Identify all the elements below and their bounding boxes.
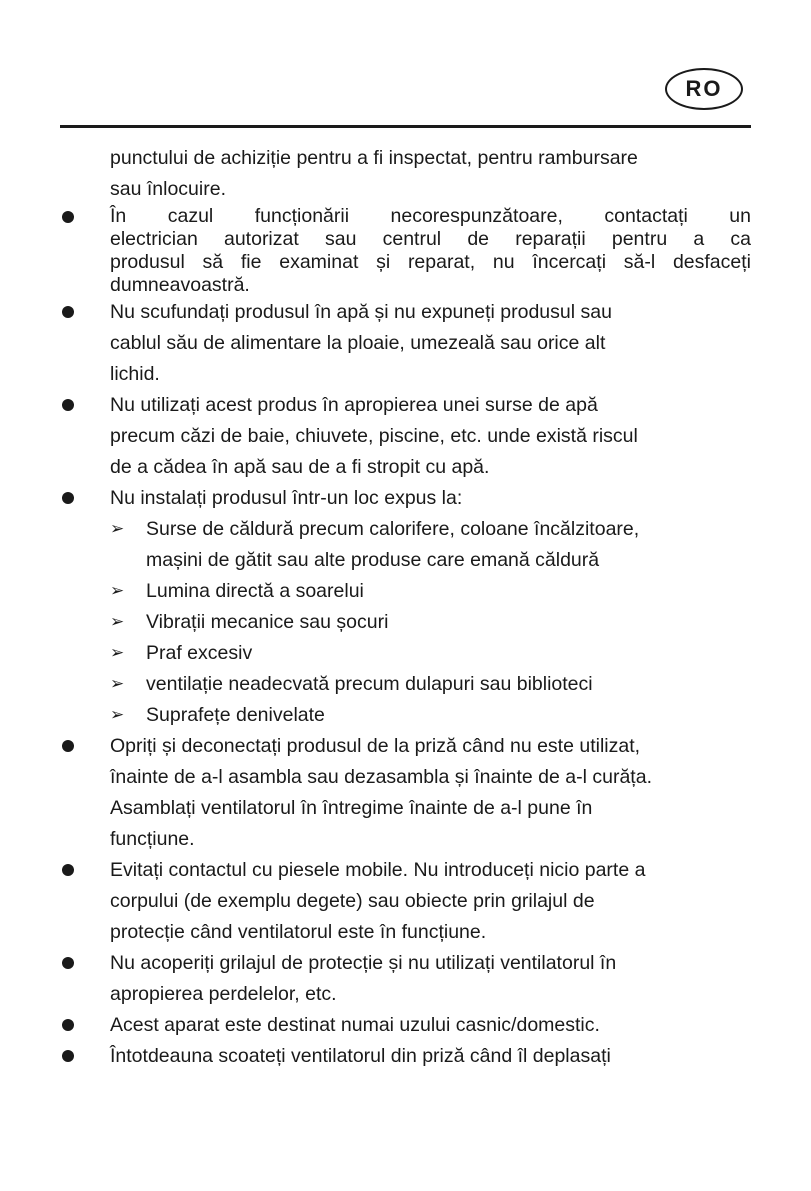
header-divider: [60, 125, 751, 128]
arrow-bullet-icon: ➢: [110, 612, 125, 632]
text-line: Evitați contactul cu piesele mobile. Nu introduceți nicio parte a: [110, 859, 646, 881]
text-line: Întotdeauna scoateți ventilatorul din priză când îl deplasați: [110, 1045, 611, 1067]
list-item: [60, 731, 751, 855]
text-line: dumneavoastră.: [110, 274, 250, 296]
text-line: punctului de achiziție pentru a fi inspectat, pentru rambursare: [110, 147, 638, 169]
text-line: protecție când ventilatorul este în funcțiune.: [110, 921, 487, 943]
bullet-icon: [62, 740, 74, 752]
sub-list-item: [110, 607, 751, 638]
text-line: În cazul funcționării necorespunzătoare, contactați un: [110, 205, 751, 227]
text-line: Suprafețe denivelate: [146, 704, 325, 726]
text-line: funcțiune.: [110, 828, 195, 850]
list-item: [60, 1041, 751, 1072]
list-item: [60, 855, 751, 948]
bullet-icon: [62, 211, 74, 223]
bullet-icon: [62, 864, 74, 876]
text-line: electrician autorizat sau centrul de reparații pentru a ca: [110, 228, 751, 250]
text-line: înainte de a-l asambla sau dezasambla și înainte de a-l curăța.: [110, 766, 652, 788]
text-line: corpului (de exemplu degete) sau obiecte prin grilajul de: [110, 890, 595, 912]
text-line: Asamblați ventilatorul în întregime înainte de a-l pune în: [110, 797, 593, 819]
bullet-icon: [62, 306, 74, 318]
bullet-icon: [62, 1019, 74, 1031]
sub-list-item: [110, 700, 751, 731]
text-line: lichid.: [110, 363, 160, 385]
text-line: cablul său de alimentare la ploaie, umezeală sau orice alt: [110, 332, 606, 354]
arrow-bullet-icon: ➢: [110, 674, 125, 694]
text-line: Opriți și deconectați produsul de la priză când nu este utilizat,: [110, 735, 641, 757]
arrow-bullet-icon: ➢: [110, 519, 125, 539]
list-item: [60, 948, 751, 1010]
text-line: Nu utilizați acest produs în apropierea unei surse de apă: [110, 394, 598, 416]
text-line: Vibrații mecanice sau șocuri: [146, 611, 389, 633]
text-line: Lumina directă a soarelui: [146, 580, 364, 602]
list-item: [60, 390, 751, 483]
text-line: Acest aparat este destinat numai uzului casnic/domestic.: [110, 1014, 600, 1036]
text-line: Nu instalați produsul într-un loc expus la:: [110, 487, 463, 509]
text-line: de a cădea în apă sau de a fi stropit cu apă.: [110, 456, 490, 478]
arrow-bullet-icon: ➢: [110, 643, 125, 663]
text-line: Surse de căldură precum calorifere, coloane încălzitoare,: [146, 518, 640, 540]
language-badge: RO: [665, 68, 743, 110]
page-content: [60, 143, 751, 1072]
text-line: precum căzi de baie, chiuvete, piscine, etc. unde există riscul: [110, 425, 638, 447]
list-item: [60, 1010, 751, 1041]
bullet-icon: [62, 492, 74, 504]
list-item: [60, 297, 751, 390]
text-line: sau înlocuire.: [110, 178, 226, 200]
bullet-icon: [62, 1050, 74, 1062]
sub-list-item: [110, 576, 751, 607]
text-line: Nu scufundați produsul în apă și nu expuneți produsul sau: [110, 301, 612, 323]
list-item: [60, 483, 751, 514]
sub-list-item: [110, 638, 751, 669]
bullet-icon: [62, 957, 74, 969]
sub-list-item: [110, 514, 751, 576]
arrow-bullet-icon: ➢: [110, 581, 125, 601]
bullet-icon: [62, 399, 74, 411]
arrow-bullet-icon: ➢: [110, 705, 125, 725]
continued-paragraph: [60, 143, 751, 205]
text-line: mașini de gătit sau alte produse care emană căldură: [146, 549, 600, 571]
text-line: Praf excesiv: [146, 642, 253, 664]
text-line: apropierea perdelelor, etc.: [110, 983, 337, 1005]
text-line: Nu acoperiți grilajul de protecție și nu utilizați ventilatorul în: [110, 952, 617, 974]
text-line: produsul să fie examinat și reparat, nu încercați să-l desfaceți: [110, 251, 751, 273]
sub-list-item: [110, 669, 751, 700]
text-line: ventilație neadecvată precum dulapuri sau biblioteci: [146, 673, 593, 695]
list-item: [60, 205, 751, 297]
